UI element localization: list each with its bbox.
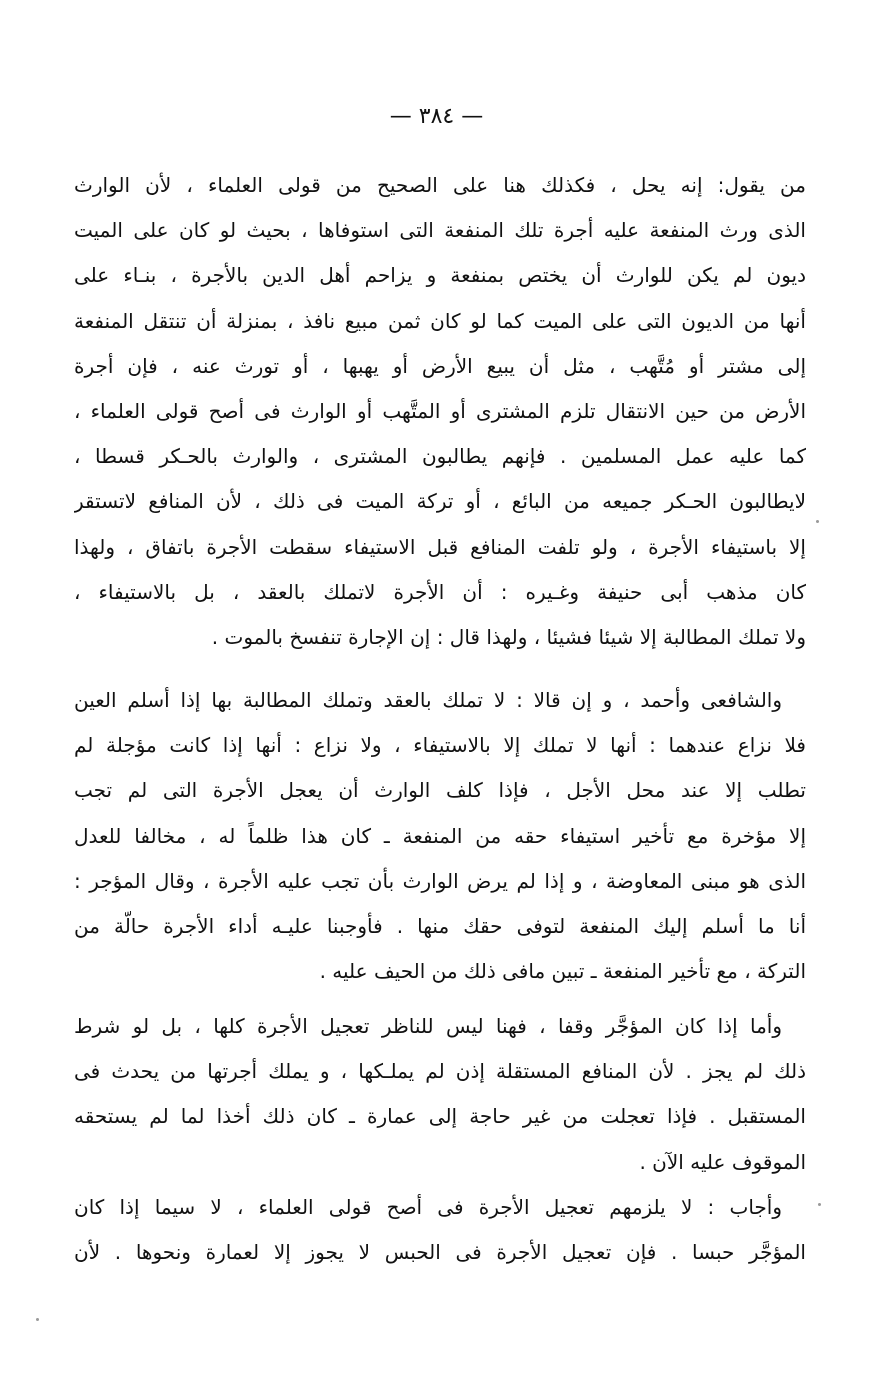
text-line: المؤجَّر حبسا . فإن تعجيل الأجرة فى الحبس لا يجوز إلا لعمارة ونحوها . لأن [74,1240,806,1265]
text-line: أنا ما أسلم إليك المنفعة لتوفى حقك منها . فأوجبنا عليـه أداء الأجرة حالّة من [74,913,806,938]
scan-speck [816,520,819,523]
text-line: ذلك لم يجز . لأن المنافع المستقلة إذن لم يملـكها ، و يملك أجرتها من يحدث فى [74,1059,806,1084]
text-line: والشافعى وأحمد ، و إن قالا : لا تملك بالعقد وتملك المطالبة بها إذا أسلم العين [74,688,782,712]
text-line: أنها من الديون التى على الميت كما لو كان ثمن مبيع نافذ ، بمنزلة أن تنتقل المنفعة [74,308,806,333]
text-line: الذى هو مبنى المعاوضة ، و إذا لم يرض الوارث بأن تجب عليه الأجرة ، وقال المؤجر : [74,868,806,893]
scan-speck [36,1318,39,1321]
text-line: الأرض من حين الانتقال تلزم المشترى أو المتَّهب أو الوارث فى أصح قولى العلماء ، [74,398,806,423]
text-line: لايطالبون الحـكر جميعه من البائع ، أو تركة الميت فى ذلك ، لأن المنافع لاتستقر [74,489,806,514]
paragraph-1 [74,163,806,660]
text-line: ولا تملك المطالبة إلا شيئا فشيئا ، ولهذا قال : إن الإجارة تنفسخ بالموت . [211,624,806,649]
text-line: وأما إذا كان المؤجَّر وقفا ، فهنا ليس للناظر تعجيل الأجرة كلها ، بل لو شرط [74,1014,782,1038]
page-number: — ٣٨٤ — [389,104,484,129]
text-line: ديون لم يكن للوارث أن يختص بمنفعة و يزاحم أهل الدين بالأجرة ، بنـاء على [74,263,806,288]
text-line: إلى مشتر أو مُتَّهب ، مثل أن يبيع الأرض أو يهبها ، أو تورث عنه ، فإن أجرة [74,353,806,378]
text-line: الموقوف عليه الآن . [639,1149,806,1174]
paragraph-2 [74,678,806,994]
text-line: من يقول: إنه يحل ، فكذلك هنا على الصحيح من قولى العلماء ، لأن الوارث [74,173,806,197]
text-line: كما عليه عمل المسلمين . فإنهم يطالبون المشترى ، والوارث بالحـكر قسطا ، [74,444,806,469]
text-line: إلا باستيفاء الأجرة ، ولو تلفت المنافع قبل الاستيفاء سقطت الأجرة باتفاق ، ولهذا [74,534,806,559]
text-line: تطلب إلا عند محل الأجل ، فإذا كلف الوارث أن يعجل الأجرة التى لم تجب [74,778,806,803]
paragraph-4 [74,1185,806,1275]
scan-speck [818,1203,821,1206]
text-line: فلا نزاع عندهما : أنها لا تملك إلا بالاستيفاء ، ولا نزاع : أنها إذا كانت مؤجلة لم [74,733,806,758]
text-line: الذى ورث المنفعة عليه أجرة تلك المنفعة التى استوفاها ، بحيث لو كان على الميت [74,218,806,243]
text-line: المستقبل . فإذا تعجلت من غير حاجة إلى عمارة ـ كان ذلك أخذا لما لم يستحقه [74,1104,806,1129]
paragraph-3 [74,1004,806,1185]
text-line: التركة ، مع تأخير المنفعة ـ تبين مافى ذلك من الحيف عليه . [319,959,806,984]
text-line: وأجاب : لا يلزمهم تعجيل الأجرة فى أصح قولى العلماء ، لا سيما إذا كان [74,1195,782,1219]
text-line: كان مذهب أبى حنيفة وغـيره : أن الأجرة لاتملك بالعقد ، بل بالاستيفاء ، [74,579,806,604]
text-line: إلا مؤخرة مع تأخير استيفاء حقه من المنفعة ـ كان هذا ظلماً له ، مخالفا للعدل [74,823,806,848]
